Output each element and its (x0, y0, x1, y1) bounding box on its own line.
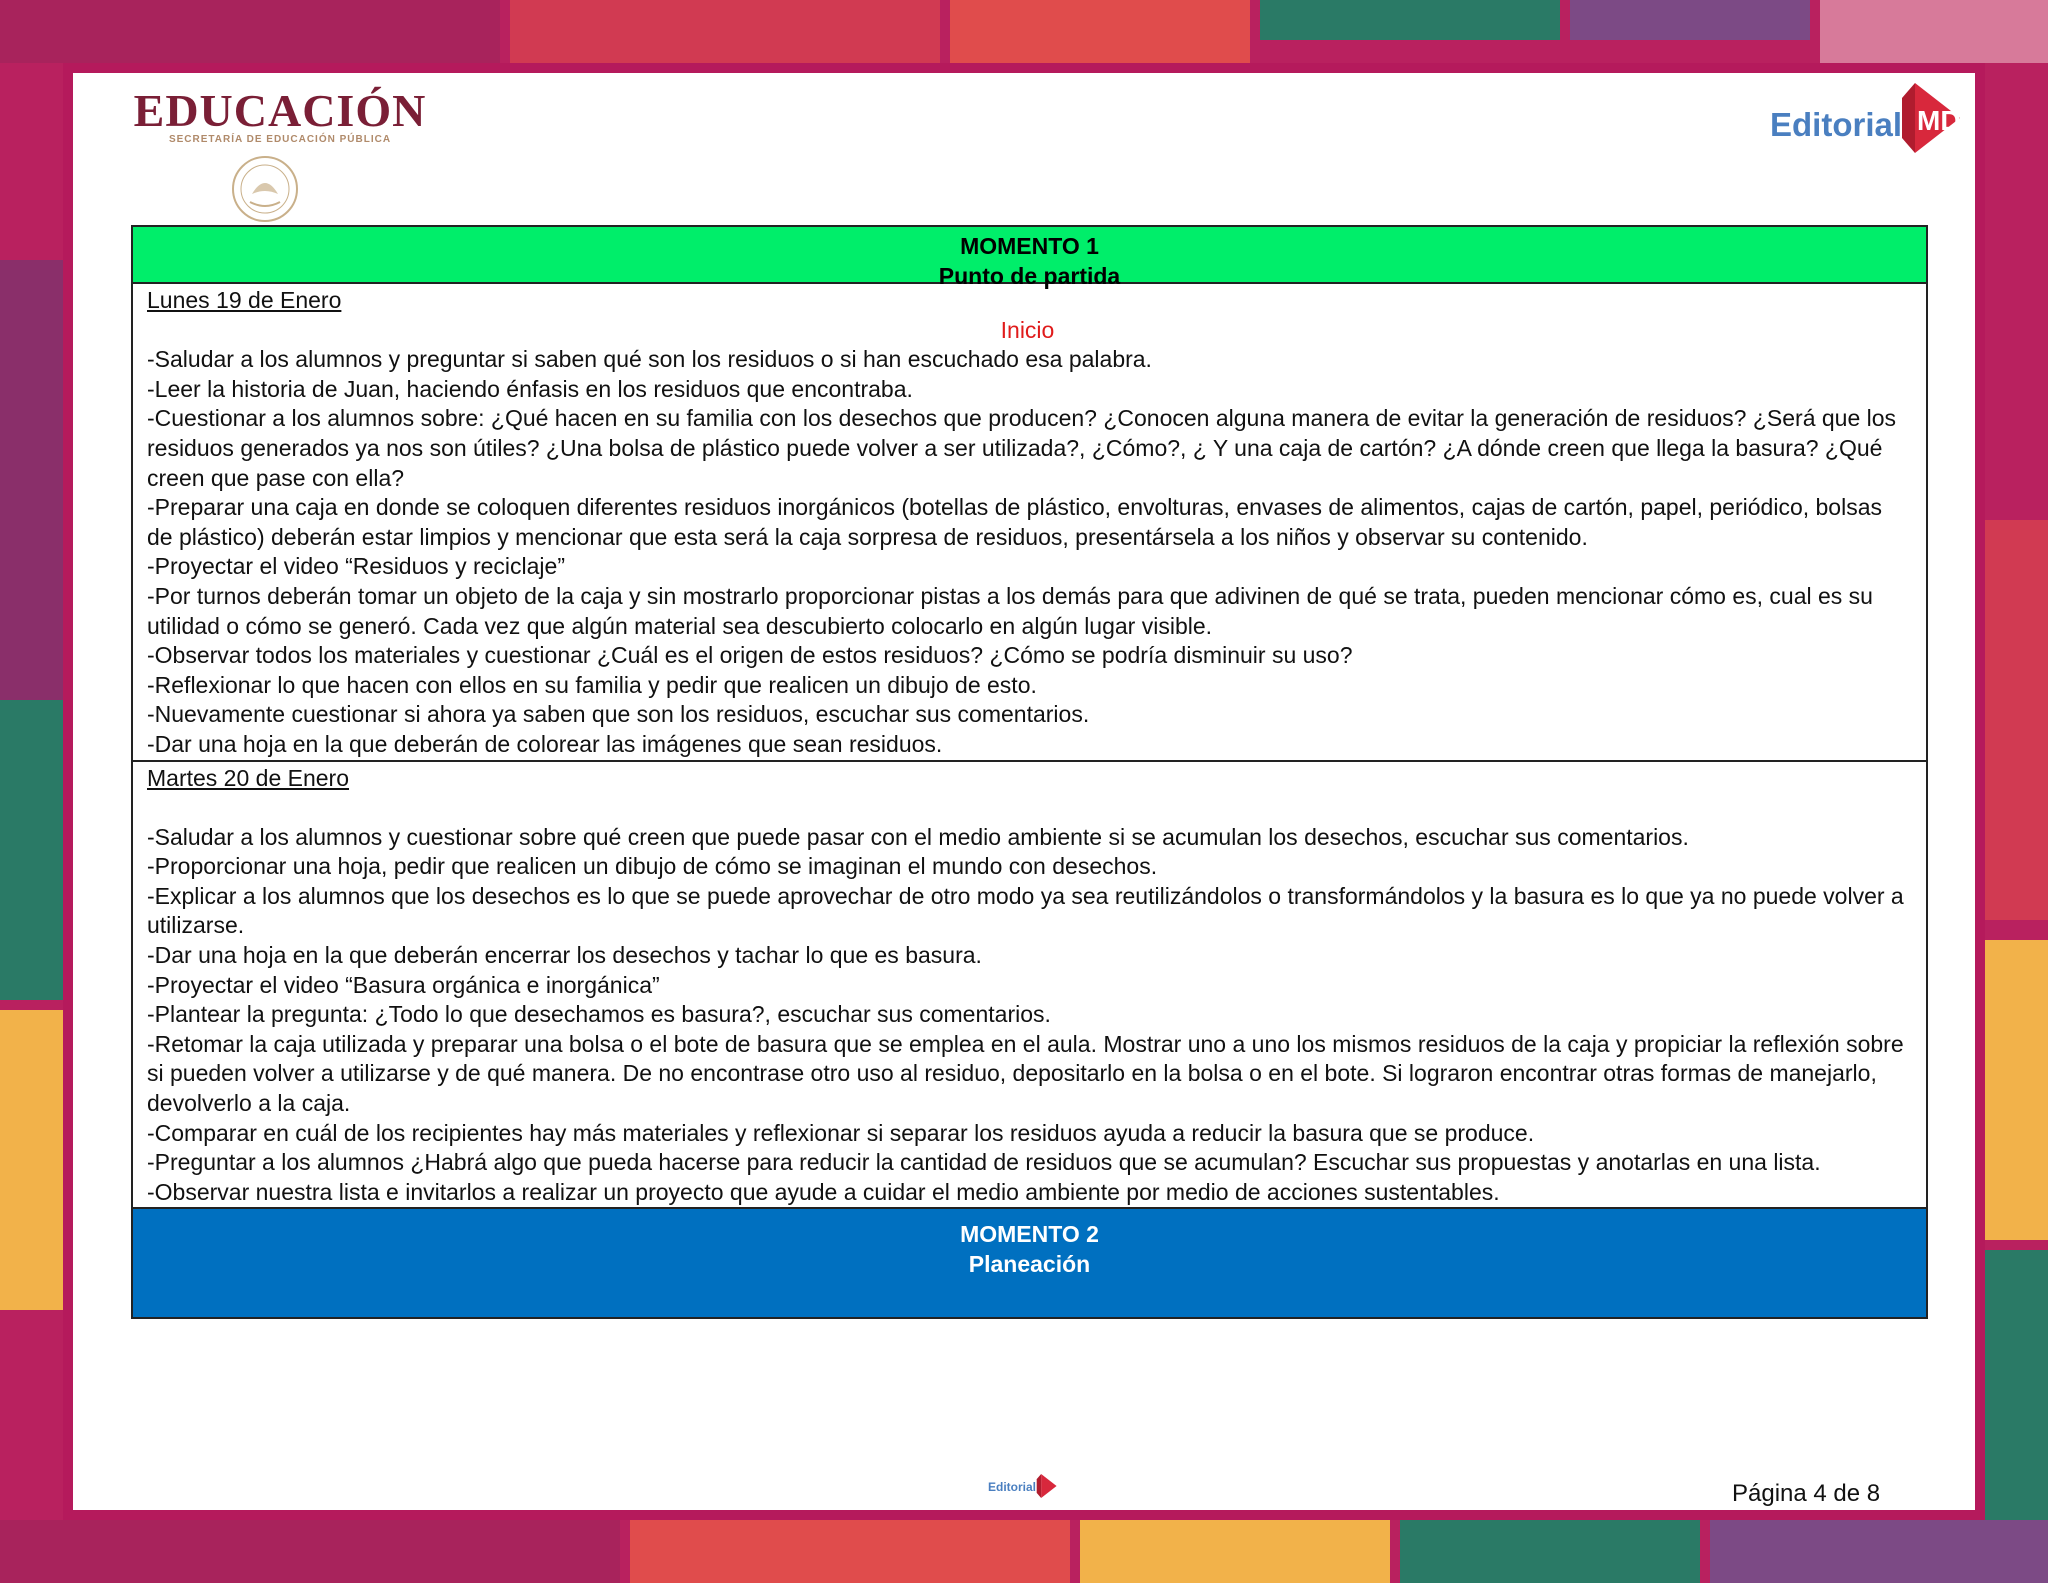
day1-section (133, 284, 1926, 762)
bg-block (0, 700, 63, 1000)
activity-line: -Cuestionar a los alumnos sobre: ¿Qué hacen en su familia con los desechos que producen? ¿Conocen alguna manera de evitar la generación de residuos? ¿Será que los residuos generados ya nos son útiles? ¿Una bolsa de plástico puede volver a ser utilizada?, ¿Cómo?, ¿ Y una caja de cartón? ¿A dónde creen que llega la basura? ¿Qué creen que pase con ella? (147, 405, 1897, 491)
activity-line: -Preparar una caja en donde se coloquen diferentes residuos inorgánicos (botellas de plástico, envolturas, envases de alimentos, cajas de cartón, papel, periódico, bolsas de plástico) deberán estar limpios y mencionar que esta será la caja sorpresa de residuos, presentársela a los niños y observar su contenido. (147, 494, 1882, 550)
edu-subtitle: SECRETARÍA DE EDUCACIÓN PÚBLICA (168, 134, 392, 145)
mexico-seal-icon (230, 154, 300, 224)
activity-line: -Plantear la pregunta: ¿Todo lo que desechamos es basura?, escuchar sus comentarios. (147, 1001, 1051, 1028)
activity-line: -Saludar a los alumnos y cuestionar sobre qué creen que puede pasar con el medio ambiente si se acumulan los desechos, escuchar sus comentarios. (147, 823, 1689, 850)
blank-line (147, 793, 1908, 823)
activity-line: -Preguntar a los alumnos ¿Habrá algo que pueda hacerse para reducir la cantidad de residuos que se acumulan? Escuchar sus propuestas y anotarlas en una lista. (147, 1149, 1821, 1176)
activity-line: -Observar todos los materiales y cuestionar ¿Cuál es el origen de estos residuos? ¿Cómo se podría disminuir su uso? (147, 642, 1353, 669)
bg-block (510, 0, 940, 63)
day2-section (133, 762, 1926, 1210)
md-logo-icon (1900, 78, 1970, 158)
activity-line: -Observar nuestra lista e invitarlos a realizar un proyecto que ayude a cuidar el medio ambiente por medio de acciones sustentables. (147, 1178, 1500, 1205)
bg-block (1820, 0, 2048, 63)
activity-line: -Comparar en cuál de los recipientes hay más materiales y reflexionar si separar los residuos ayuda a reducir la basura que se produce. (147, 1119, 1535, 1146)
momento2-subtitle: Planeación (968, 1251, 1091, 1278)
bg-block (1260, 0, 1560, 40)
activity-line: -Reflexionar lo que hacen con ellos en su familia y pedir que realicen un dibujo de esto. (147, 671, 1037, 698)
bg-block (0, 0, 500, 63)
activity-line: -Proporcionar una hoja, pedir que realicen un dibujo de cómo se imaginan el mundo con desechos. (147, 853, 1158, 880)
momento1-subtitle: Punto de partida (938, 263, 1121, 289)
activity-line: -Leer la historia de Juan, haciendo énfasis en los residuos que encontraba. (147, 375, 913, 402)
activity-line: -Dar una hoja en la que deberán de colorear las imágenes que sean residuos. (147, 730, 943, 757)
md-logo-icon (1036, 1472, 1060, 1500)
activity-line: -Nuevamente cuestionar si ahora ya saben que son los residuos, escuchar sus comentarios. (147, 701, 1090, 728)
bg-block (0, 260, 63, 700)
bg-block (0, 1520, 620, 1583)
day1-date: Lunes 19 de Enero (147, 287, 342, 313)
bg-block (1985, 940, 2048, 1240)
activity-line: -Proyectar el video “Basura orgánica e inorgánica” (147, 971, 660, 998)
activity-line: -Retomar la caja utilizada y preparar una bolsa o el bote de basura que se emplea en el aula. Mostrar uno a uno los mismos residuos de la caja y propiciar la reflexión sobre si pueden volver a utilizarse y de qué manera. De no encontrase otro uso al residuo, depositarlo en la bolsa o en el bote. Si lograron encontrar otras formas de manejarlo, devolverlo a la caja. (147, 1030, 1904, 1117)
momento2-title: MOMENTO 2 (960, 1221, 1099, 1248)
footer-logo-text: Editorial (988, 1480, 1037, 1494)
bg-block (630, 1520, 1070, 1583)
bg-block (950, 0, 1250, 63)
activity-line: -Saludar a los alumnos y preguntar si saben qué son los residuos o si han escuchado esa palabra. (147, 346, 1152, 373)
day1-phase: Inicio (1000, 316, 1055, 343)
edu-title: EDUCACIÓN (133, 85, 427, 136)
bg-block (1570, 0, 1810, 40)
planning-table (131, 225, 1928, 1319)
day2-date: Martes 20 de Enero (147, 764, 350, 791)
sep-logo (130, 84, 430, 229)
page-number: Página 4 de 8 (1732, 1480, 1881, 1507)
activity-line: -Por turnos deberán tomar un objeto de la caja y sin mostrarlo proporcionar pistas a los demás para que adivinen de qué se trata, pueden mencionar cómo es, cual es su utilidad o cómo se generó. Cada vez que algún material sea descubierto colocarlo en algún lugar visible. (147, 582, 1873, 639)
editorial-md-logo (1770, 78, 1970, 158)
bg-block (1400, 1520, 1700, 1583)
momento2-header (133, 1209, 1926, 1317)
momento1-title: MOMENTO 1 (960, 233, 1099, 259)
bg-block (1985, 520, 2048, 920)
bg-block (1985, 1250, 2048, 1530)
bg-block (0, 1010, 63, 1310)
bg-block (1710, 1520, 2048, 1583)
activity-line: -Proyectar el video “Residuos y reciclaje” (147, 553, 565, 580)
footer-logo (988, 1470, 1060, 1500)
bg-block (1080, 1520, 1390, 1583)
svg-text:MD: MD (1917, 105, 1961, 136)
editorial-logo-text: Editorial (1770, 106, 1903, 143)
activity-line: -Explicar a los alumnos que los desechos es lo que se puede aprovechar de otro modo ya sea reutilizándolos o transformándolos y la basura es lo que ya no puede volver a utilizarse. (147, 882, 1904, 939)
activity-line: -Dar una hoja en la que deberán encerrar los desechos y tachar lo que es basura. (147, 942, 982, 969)
momento1-header (133, 227, 1926, 289)
